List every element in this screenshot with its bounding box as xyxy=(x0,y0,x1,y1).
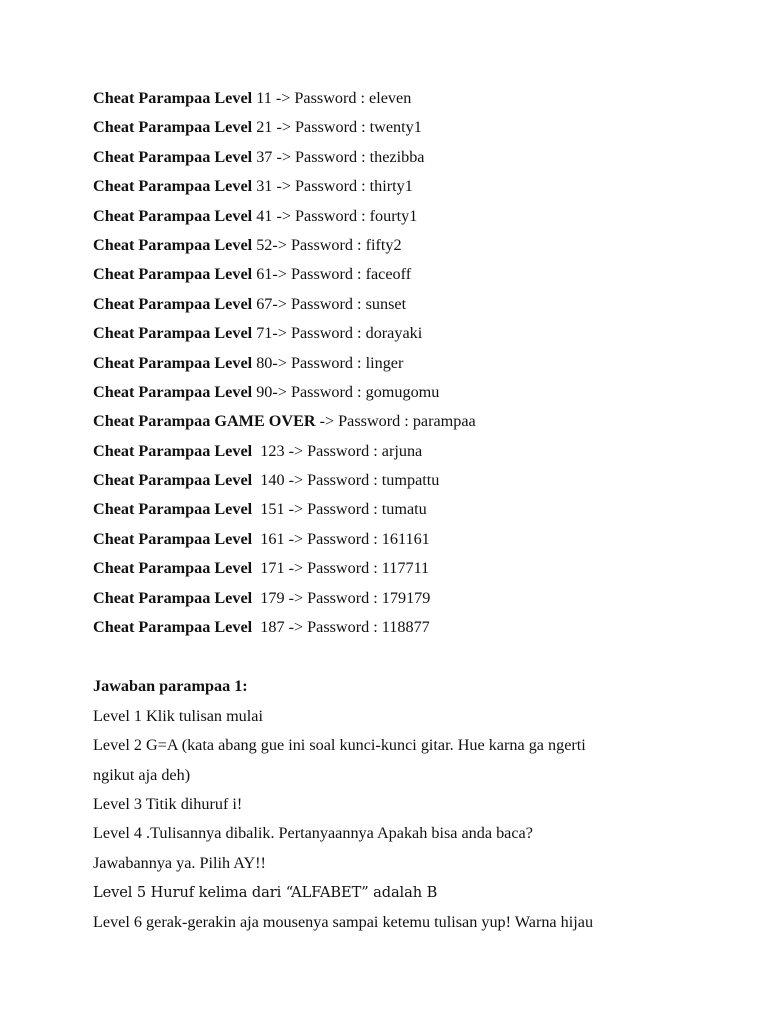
cheat-line xyxy=(93,613,733,642)
cheat-line xyxy=(93,349,733,378)
cheat-label: Cheat Parampaa Level xyxy=(93,441,253,460)
answer-line: Level 3 Titik dihuruf i! xyxy=(93,794,243,813)
cheat-label: Cheat Parampaa Level xyxy=(93,588,253,607)
cheat-label: Cheat Parampaa Level xyxy=(93,324,253,343)
answer-line: Level 5 Huruf kelima dari “ALFABET” adalah B xyxy=(93,884,438,902)
cheat-line xyxy=(93,172,733,201)
cheat-password: 52-> Password : fifty2 xyxy=(252,235,402,254)
cheat-line xyxy=(93,407,733,436)
cheat-label: Cheat Parampaa Level xyxy=(93,618,253,637)
answer-line: Level 4 .Tulisannya dibalik. Pertanyaannya Apakah bisa anda baca? xyxy=(93,824,533,843)
document-page xyxy=(93,84,733,937)
cheat-label: Cheat Parampaa Level xyxy=(93,89,253,107)
cheat-label: Cheat Parampaa Level xyxy=(93,529,253,548)
cheat-password: 31 -> Password : thirty1 xyxy=(252,177,413,196)
answers-heading: Jawaban parampaa 1: xyxy=(93,677,248,696)
cheat-password: 61-> Password : faceoff xyxy=(252,265,412,284)
cheat-label: Cheat Parampaa Level xyxy=(93,147,253,166)
cheat-label: Cheat Parampaa Level xyxy=(93,382,253,401)
cheat-line xyxy=(93,584,733,613)
answer-line: Level 6 gerak-gerakin aja mousenya sampai ketemu tulisan yup! Warna hijau xyxy=(93,912,594,931)
cheat-line xyxy=(93,231,733,260)
cheat-label: Cheat Parampaa Level xyxy=(93,265,253,284)
cheat-password: 41 -> Password : fourty1 xyxy=(252,206,418,225)
answer-line: Jawabannya ya. Pilih AY!! xyxy=(93,853,266,872)
cheat-list xyxy=(93,84,733,642)
cheat-password: 21 -> Password : twenty1 xyxy=(252,118,422,137)
cheat-label: Cheat Parampaa Level xyxy=(93,294,253,313)
section-spacer xyxy=(93,642,733,672)
cheat-password: 67-> Password : sunset xyxy=(252,294,407,313)
cheat-password: 123 -> Password : arjuna xyxy=(252,441,423,460)
answer-line: Level 1 Klik tulisan mulai xyxy=(93,706,263,725)
cheat-password: 140 -> Password : tumpattu xyxy=(252,471,440,490)
cheat-line xyxy=(93,202,733,231)
cheat-password: 80-> Password : linger xyxy=(252,353,404,372)
cheat-password: 171 -> Password : 117711 xyxy=(252,559,430,578)
cheat-line xyxy=(93,319,733,348)
cheat-password: 187 -> Password : 118877 xyxy=(252,618,430,637)
cheat-label: Cheat Parampaa GAME OVER xyxy=(93,412,316,431)
cheat-line xyxy=(93,260,733,289)
answer-line: ngikut aja deh) xyxy=(93,765,191,784)
cheat-password: 179 -> Password : 179179 xyxy=(252,588,431,607)
cheat-password: 151 -> Password : tumatu xyxy=(252,500,427,519)
cheat-label: Cheat Parampaa Level xyxy=(93,353,253,372)
cheat-label: Cheat Parampaa Level xyxy=(93,559,253,578)
cheat-line xyxy=(93,437,733,466)
cheat-label: Cheat Parampaa Level xyxy=(93,500,253,519)
cheat-line xyxy=(93,495,733,524)
cheat-password: 11 -> Password : eleven xyxy=(252,89,412,107)
cheat-password: 71-> Password : dorayaki xyxy=(252,324,423,343)
cheat-line xyxy=(93,290,733,319)
cheat-label: Cheat Parampaa Level xyxy=(93,235,253,254)
cheat-line xyxy=(93,554,733,583)
cheat-line xyxy=(93,525,733,554)
cheat-label: Cheat Parampaa Level xyxy=(93,471,253,490)
cheat-label: Cheat Parampaa Level xyxy=(93,206,253,225)
cheat-label: Cheat Parampaa Level xyxy=(93,118,253,137)
answers-list xyxy=(93,702,733,937)
cheat-password: 37 -> Password : thezibba xyxy=(252,147,425,166)
cheat-line xyxy=(93,378,733,407)
cheat-line xyxy=(93,466,733,495)
cheat-line xyxy=(93,84,733,113)
answer-line: Level 2 G=A (kata abang gue ini soal kunci-kunci gitar. Hue karna ga ngerti xyxy=(93,736,586,755)
cheat-label: Cheat Parampaa Level xyxy=(93,177,253,196)
cheat-password: -> Password : parampaa xyxy=(315,412,476,431)
cheat-password: 161 -> Password : 161161 xyxy=(252,529,430,548)
cheat-password: 90-> Password : gomugomu xyxy=(252,382,440,401)
cheat-line xyxy=(93,113,733,142)
cheat-line xyxy=(93,143,733,172)
